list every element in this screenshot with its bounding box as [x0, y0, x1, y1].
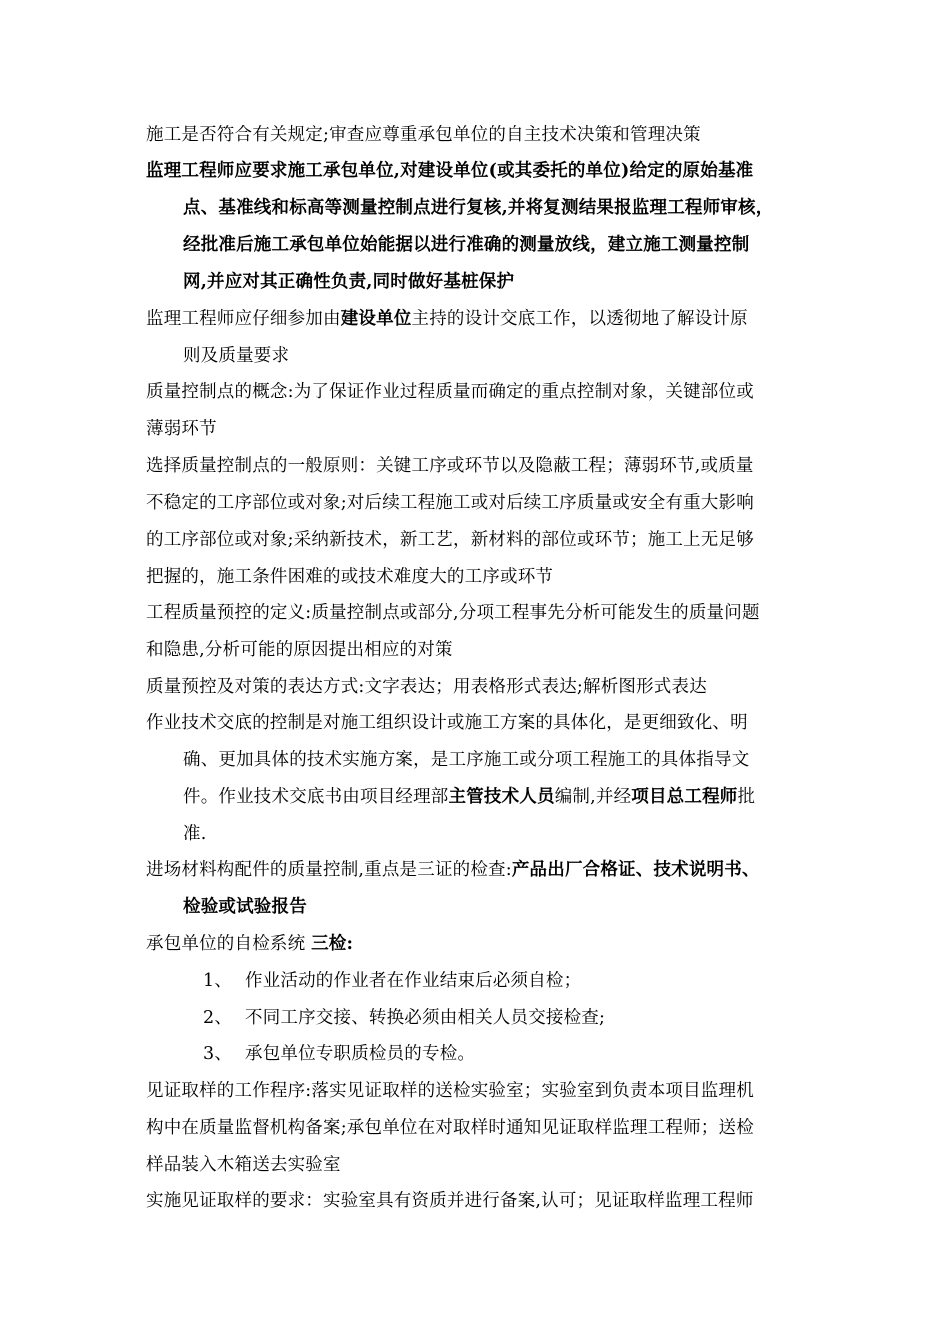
text-line [146, 308, 748, 330]
list-text: 承包单位专职质检员的专检。 [245, 1044, 476, 1064]
text-line-bold: 点、基准线和标高等测量控制点进行复核,并将复测结果报监理工程师审核， [183, 198, 774, 218]
text-line [146, 933, 353, 955]
text-line: 质量控制点的概念:为了保证作业过程质量而确定的重点控制对象，关键部位或 [146, 382, 754, 402]
text-line: 准. [183, 824, 207, 844]
bold-term: 三检: [311, 934, 354, 954]
text-line: 确、更加具体的技术实施方案，是工序施工或分项工程施工的具体指导文 [183, 750, 750, 770]
text-line: 则及质量要求 [183, 346, 290, 366]
bold-term: 建设单位 [340, 309, 412, 329]
text-line: 的工序部位或对象;采纳新技术，新工艺，新材料的部位或环节；施工上无足够 [146, 530, 754, 550]
text-line-bold: 检验或试验报告 [183, 897, 307, 917]
list-text: 作业活动的作业者在作业结束后必须自检； [245, 971, 582, 991]
text-line-bold: 监理工程师应要求施工承包单位,对建设单位(或其委托的单位)给定的原始基准 [146, 161, 754, 181]
text-run: 编制,并经 [554, 787, 632, 807]
text-run: 进场材料构配件的质量控制,重点是三证的检查: [146, 860, 512, 880]
text-line: 样品装入木箱送去实验室 [146, 1155, 341, 1175]
text-line: 作业技术交底的控制是对施工组织设计或施工方案的具体化，是更细致化、明 [146, 713, 748, 733]
text-run: 批 [737, 787, 756, 807]
list-number: 1、 [203, 971, 233, 991]
bold-term: 产品出厂合格证、技术说明书、 [511, 860, 760, 880]
list-text: 不同工序交接、转换必须由相关人员交接检查; [245, 1008, 606, 1028]
bold-term: 项目总工程师 [631, 787, 738, 807]
text-line: 把握的，施工条件困难的或技术难度大的工序或环节 [146, 567, 554, 587]
list-number: 2、 [203, 1008, 233, 1028]
text-line: 施工是否符合有关规定;审查应尊重承包单位的自主技术决策和管理决策 [146, 125, 701, 145]
bold-term: 主管技术人员 [448, 787, 555, 807]
list-number: 3、 [203, 1044, 233, 1064]
text-line-bold: 经批准后施工承包单位始能据以进行准确的测量放线，建立施工测量控制 [183, 235, 750, 255]
text-line-bold: 网,并应对其正确性负责,同时做好基桩保护 [183, 272, 515, 292]
text-run: 监理工程师应仔细参加由 [146, 309, 341, 329]
text-line: 构中在质量监督机构备案;承包单位在对取样时通知见证取样监理工程师；送检 [146, 1118, 754, 1138]
text-line: 和隐患,分析可能的原因提出相应的对策 [146, 640, 453, 660]
text-line: 见证取样的工作程序:落实见证取样的送检实验室；实验室到负责本项目监理机 [146, 1081, 754, 1101]
text-line [146, 859, 760, 881]
text-line: 选择质量控制点的一般原则：关键工序或环节以及隐蔽工程；薄弱环节,或质量 [146, 456, 754, 476]
text-line: 工程质量预控的定义:质量控制点或部分,分项工程事先分析可能发生的质量问题 [146, 603, 760, 623]
text-run: 承包单位的自检系统 [146, 934, 312, 954]
text-line: 不稳定的工序部位或对象;对后续工程施工或对后续工序质量或安全有重大影响 [146, 493, 754, 513]
text-line: 实施见证取样的要求：实验室具有资质并进行备案,认可；见证取样监理工程师 [146, 1191, 754, 1211]
text-line: 质量预控及对策的表达方式:文字表达；用表格形式表达;解析图形式表达 [146, 677, 707, 697]
text-run: 件。作业技术交底书由项目经理部 [183, 787, 449, 807]
text-line: 薄弱环节 [146, 419, 217, 439]
text-line [183, 786, 755, 808]
text-run: 主持的设计交底工作，以透彻地了解设计原 [411, 309, 748, 329]
